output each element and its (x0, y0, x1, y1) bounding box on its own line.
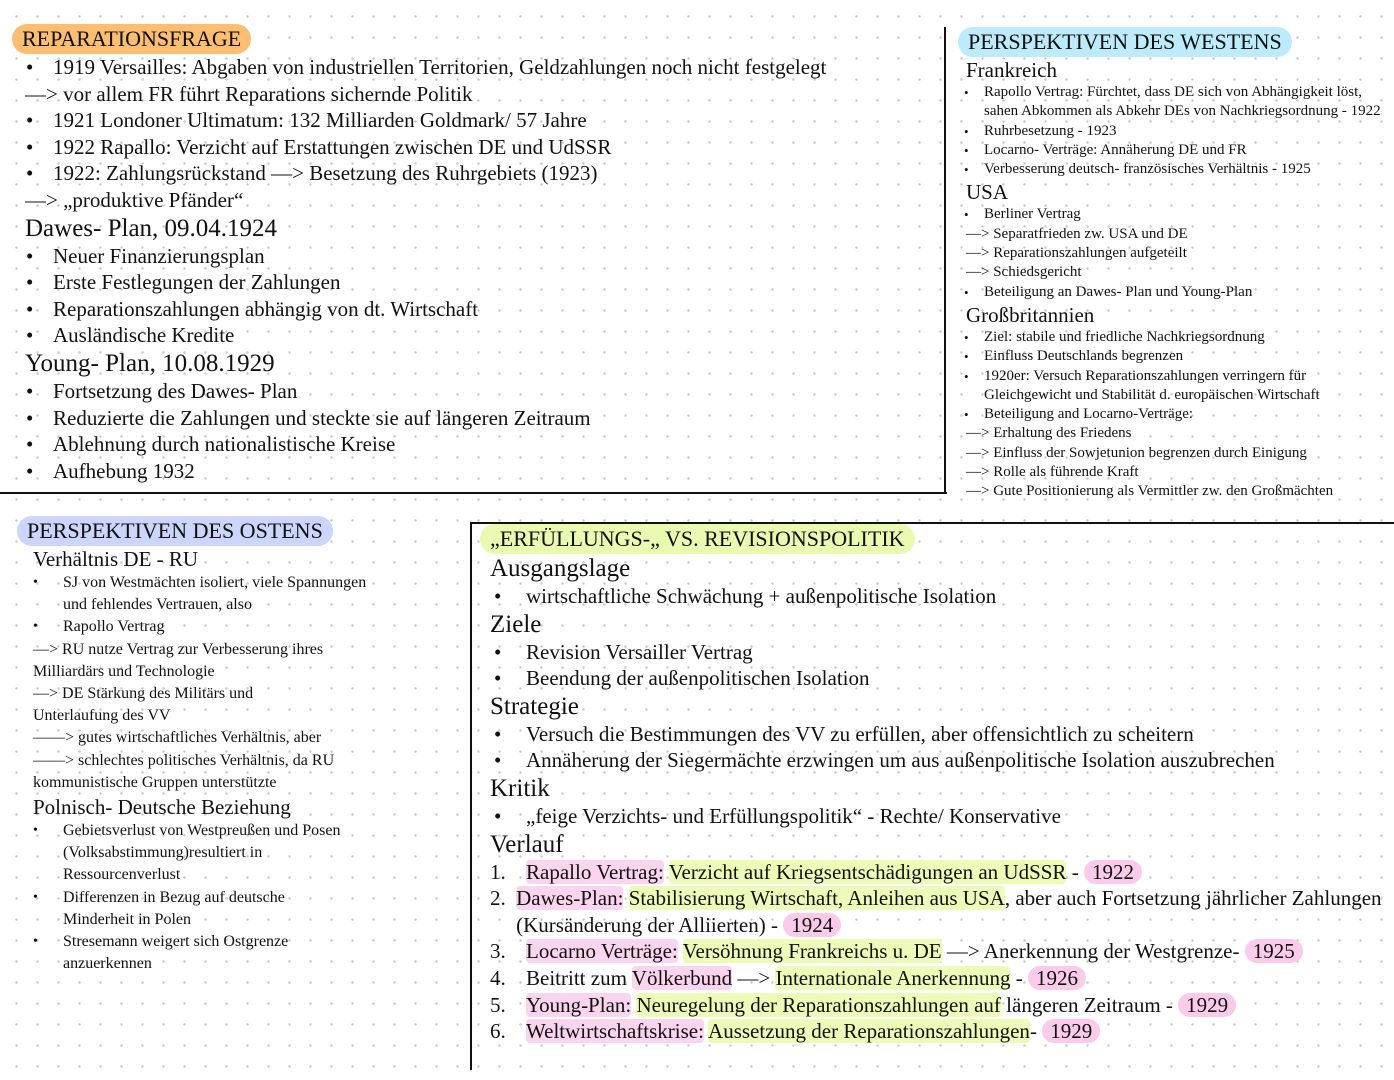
timeline-item: 1. Rapallo Vertrag: Verzicht auf Kriegsentschädigungen an UdSSR - 1922 (480, 859, 1390, 886)
year-badge: 1929 (1178, 993, 1236, 1017)
bullet-icon: • (964, 329, 969, 345)
list-item: • 1919 Versailles: Abgaben von industriellen Territorien, Geldzahlungen noch nicht festgelegt (18, 54, 938, 81)
list-item: • „feige Verzichts- und Erfüllungspolitik“ - Rechte/ Konservative (480, 803, 1390, 830)
bullet-icon: • (33, 823, 38, 839)
list-item: • Versuch die Bestimmungen des VV zu erfüllen, aber offensichtlich zu scheitern (480, 721, 1390, 748)
usa-heading: USA (966, 180, 1009, 205)
bullet-icon: • (26, 55, 34, 79)
arrow-line: —> Einfluss der Sowjetunion begrenzen durch Einigung (966, 444, 1307, 461)
list-item: • Ziel: stabile und friedliche Nachkriegsordnung (958, 328, 1390, 347)
list-item: • Rapollo Vertrag: Fürchtet, dass DE sich von Abhängigkeit löst, sahen Abkommen als Abkehr DEs von Nachkriegsordnung - 1922 (958, 83, 1390, 122)
arrow-line: —> vor allem FR führt Reparations sichernde Politik (25, 81, 473, 106)
year-badge: 1925 (1245, 939, 1303, 963)
bullet-icon: • (33, 889, 38, 905)
divider-top-vertical (944, 27, 946, 494)
arrow-line: ——> schlechtes politisches Verhältnis, da RU kommunistische Gruppen unterstützte (33, 751, 335, 791)
list-item: • Einfluss Deutschlands begrenzen (958, 347, 1390, 366)
arrow-line: —> Schiedsgericht (966, 264, 1082, 281)
bullet-icon: • (964, 85, 969, 100)
bullet-icon: • (494, 721, 502, 746)
year-badge: 1926 (1028, 966, 1086, 990)
list-item: • 1922 Rapallo: Verzicht auf Erstattungen zwischen DE und UdSSR (18, 134, 938, 161)
bullet-icon: • (26, 243, 34, 268)
list-item: • Gebietsverlust von Westpreußen und Posen (Volksabstimmung)resultiert in Ressourcenverlust (17, 820, 377, 887)
list-item: • 1921 Londoner Ultimatum: 132 Milliarden Goldmark/ 57 Jahre (18, 107, 938, 134)
bullet-icon: • (26, 405, 34, 430)
section-title: PERSPEKTIVEN DES OSTENS (17, 516, 333, 546)
arrow-line: —> Reparationszahlungen aufgeteilt (966, 245, 1187, 262)
bullet-icon: • (964, 142, 969, 158)
list-item: • Locarno- Verträge: Annäherung DE und FR (958, 141, 1390, 160)
kritik-heading: Kritik (490, 774, 550, 802)
list-item: • Differenzen in Bezug auf deutsche Minderheit in Polen (17, 887, 377, 931)
list-item: • Stresemann weigert sich Ostgrenze anzuerkennen (17, 931, 377, 975)
bullet-icon: • (964, 407, 969, 423)
bullet-icon: • (26, 296, 34, 321)
list-item: • Verbesserung deutsch- französisches Verhältnis - 1925 (958, 160, 1390, 179)
list-item: • 1922: Zahlungsrückstand —> Besetzung des Ruhrgebiets (1923) (18, 160, 938, 187)
bullet-icon: • (26, 458, 34, 483)
divider-bottom-vertical (470, 522, 472, 1070)
dawes-heading: Dawes- Plan, 09.04.1924 (25, 214, 278, 242)
bullet-icon: • (26, 108, 34, 133)
bullet-icon: • (964, 368, 969, 384)
timeline-item: 3. Locarno Verträge: Versöhnung Frankreichs u. DE —> Anerkennung der Westgrenze- 1925 (480, 938, 1390, 965)
section-west (958, 27, 1390, 502)
list-item: • Beendung der außenpolitischen Isolation (480, 665, 1390, 692)
arrow-line: —> „produktive Pfänder“ (25, 187, 244, 212)
list-item: • Rapollo Vertrag (17, 616, 377, 638)
bullet-icon: • (26, 378, 34, 403)
bullet-icon: • (33, 619, 38, 635)
bullet-icon: • (26, 161, 34, 186)
year-badge: 1929 (1042, 1019, 1100, 1043)
list-item: • Aufhebung 1932 (18, 458, 938, 485)
section-title: PERSPEKTIVEN DES WESTENS (958, 27, 1292, 57)
list-item: • Berliner Vertrag (958, 205, 1390, 224)
arrow-line: —> RU nutze Vertrag zur Verbesserung ihres Milliardärs und Technologie (33, 640, 324, 680)
ziele-heading: Ziele (490, 610, 542, 638)
list-item: • Ablehnung durch nationalistische Kreise (18, 431, 938, 458)
section-reparation (18, 24, 938, 484)
bullet-icon: • (494, 584, 502, 608)
arrow-line: —> DE Stärkung des Militärs und Unterlaufung des VV (33, 685, 254, 725)
list-item: • Revision Versailler Vertrag (480, 639, 1390, 666)
divider-top-horizontal (0, 492, 947, 494)
arrow-line: ——> gutes wirtschaftliches Verhältnis, aber (33, 729, 322, 747)
list-item: • Neuer Finanzierungsplan (18, 243, 938, 270)
arrow-line: —> Erhaltung des Friedens (966, 425, 1132, 442)
list-item: • Annäherung der Siegermächte erzwingen um aus außenpolitische Isolation auszubrechen (480, 747, 1390, 774)
section-east (17, 516, 377, 975)
bullet-icon: • (964, 349, 969, 365)
bullet-icon: • (26, 134, 34, 159)
list-item: • 1920er: Versuch Reparationszahlungen verringern für Gleichgewicht und Stabilität d. europäischen Wirtschaft (958, 367, 1390, 406)
bullet-icon: • (494, 666, 502, 691)
bullet-icon: • (964, 162, 969, 178)
bullet-icon: • (33, 575, 38, 590)
timeline-item: 6. Weltwirtschaftskrise: Aussetzung der Reparationszahlungen- 1929 (480, 1018, 1390, 1045)
strategie-heading: Strategie (490, 692, 579, 720)
france-heading: Frankreich (966, 58, 1057, 82)
list-item: • wirtschaftliche Schwächung + außenpolitische Isolation (480, 583, 1390, 610)
ru-heading: Verhältnis DE - RU (33, 547, 199, 571)
arrow-line: —> Rolle als führende Kraft (966, 464, 1139, 481)
bullet-icon: • (964, 284, 969, 300)
bullet-icon: • (494, 803, 502, 828)
list-item: • Beteiligung an Dawes- Plan und Young-Plan (958, 283, 1390, 302)
young-heading: Young- Plan, 10.08.1929 (25, 349, 275, 377)
bullet-icon: • (494, 639, 502, 664)
list-item: • Reparationszahlungen abhängig von dt. Wirtschaft (18, 296, 938, 323)
list-item: • Ruhrbesetzung - 1923 (958, 122, 1390, 141)
ausgangslage-heading: Ausgangslage (490, 555, 631, 582)
timeline-item: 2. Dawes-Plan: Stabilisierung Wirtschaft, Anleihen aus USA, aber auch Fortsetzung jährlicher Zahlungen (Kursänderung der Alliierten) - 1924 (490, 886, 1382, 937)
bullet-icon: • (33, 934, 38, 950)
year-badge: 1922 (1084, 860, 1142, 884)
list-item: • Erste Festlegungen der Zahlungen (18, 269, 938, 296)
verlauf-heading: Verlauf (490, 830, 564, 858)
bullet-icon: • (26, 323, 34, 348)
list-item: • SJ von Westmächten isoliert, viele Spannungen und fehlendes Vertrauen, also (17, 572, 377, 616)
list-item: • Fortsetzung des Dawes- Plan (18, 378, 938, 405)
arrow-line: —> Gute Positionierung als Vermittler zw. den Großmächten (966, 483, 1334, 500)
timeline-item: 5. Young-Plan: Neuregelung der Reparationszahlungen auf längeren Zeitraum - 1929 (480, 992, 1390, 1019)
timeline-item: 4. Beitritt zum Völkerbund —> Internationale Anerkennung - 1926 (480, 965, 1390, 992)
section-title: REPARATIONSFRAGE (12, 24, 251, 54)
bullet-icon: • (964, 123, 969, 139)
year-badge: 1924 (783, 913, 841, 937)
section-title: „ERFÜLLUNGS-„ VS. REVISIONSPOLITIK (480, 524, 915, 554)
list-item: • Reduzierte die Zahlungen und steckte sie auf längeren Zeitraum (18, 405, 938, 432)
bullet-icon: • (964, 207, 969, 223)
pl-heading: Polnisch- Deutsche Beziehung (33, 795, 291, 820)
bullet-icon: • (494, 748, 502, 773)
section-policy (480, 524, 1390, 1045)
list-item: • Beteiligung and Locarno-Verträge: (958, 405, 1390, 424)
bullet-icon: • (26, 432, 34, 457)
list-item: • Ausländische Kredite (18, 322, 938, 349)
uk-heading: Großbritannien (966, 302, 1095, 327)
arrow-line: —> Separatfrieden zw. USA und DE (966, 225, 1188, 242)
bullet-icon: • (26, 270, 34, 295)
